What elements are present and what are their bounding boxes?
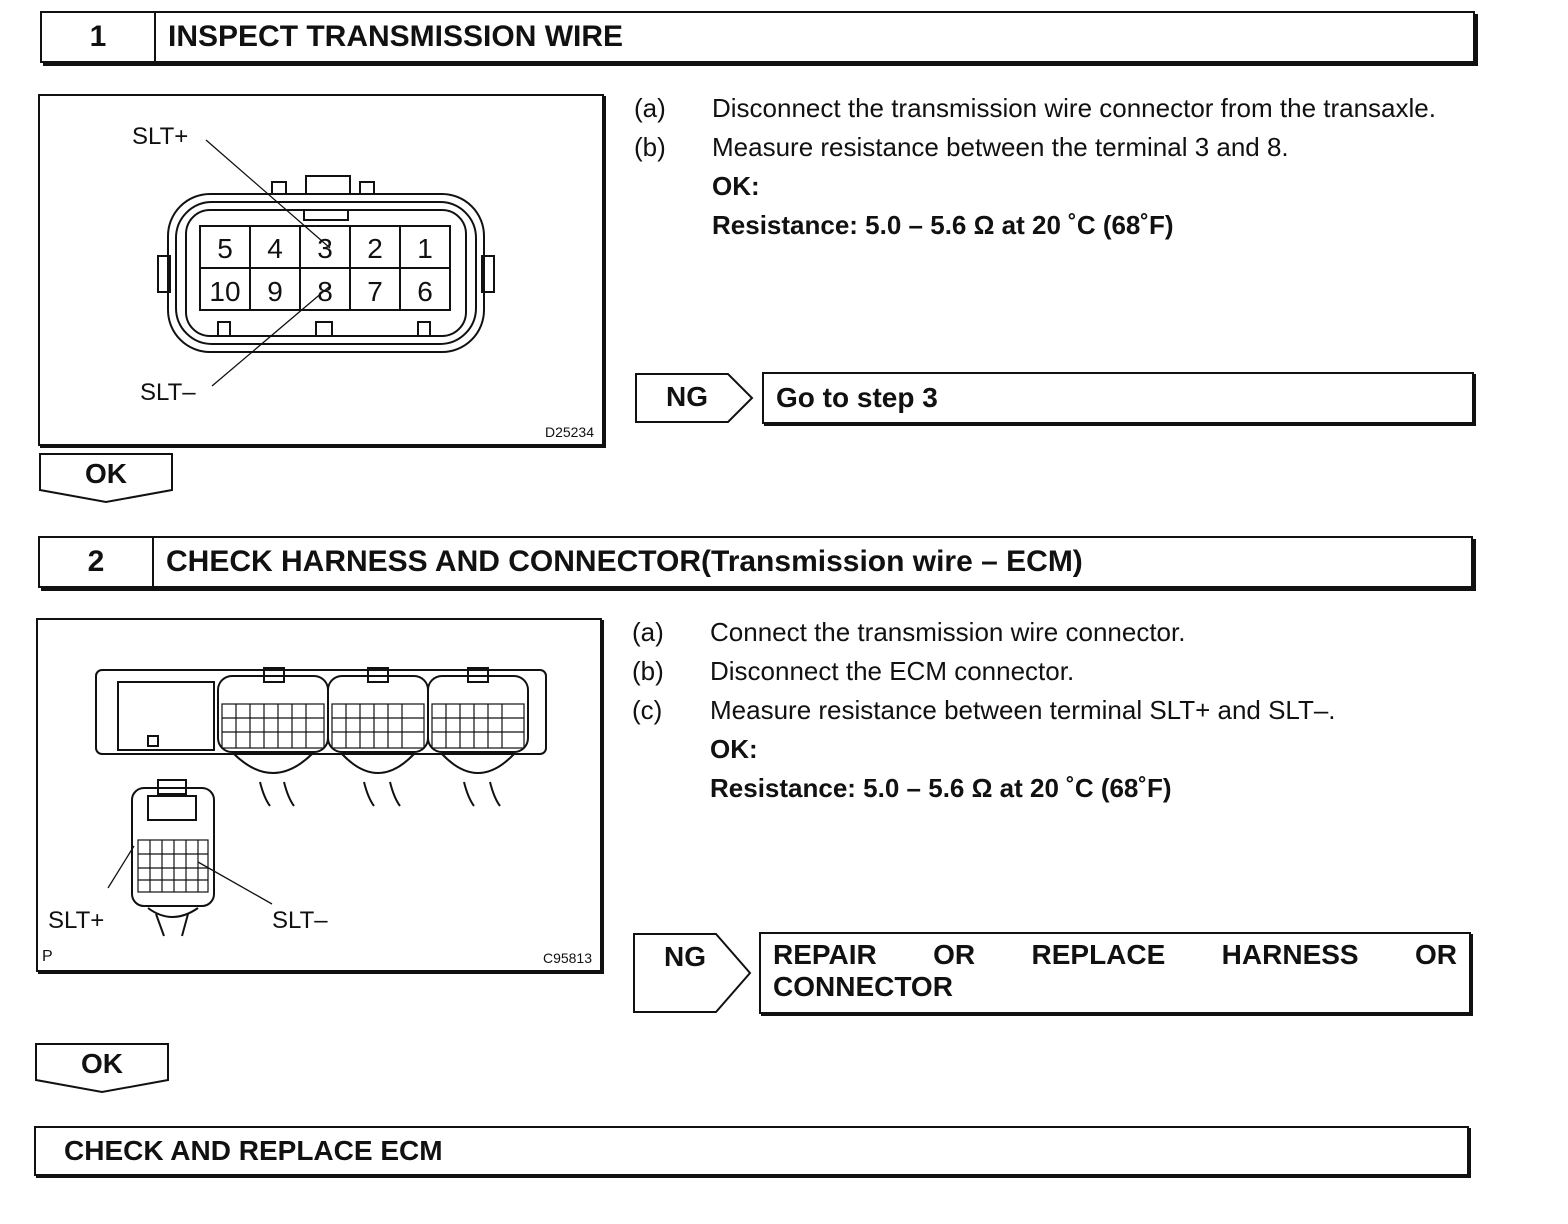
figure-code: C95813 (542, 950, 592, 966)
step2-figure (36, 618, 602, 972)
pin-label: 9 (267, 276, 283, 307)
instruction-row (632, 613, 1474, 652)
step1-figure (38, 94, 604, 446)
final-action-text: CHECK AND REPLACE ECM (64, 1135, 443, 1166)
slt-plus-label: SLT+ (132, 123, 189, 150)
pin-label: 1 (417, 233, 433, 264)
ok-label: OK (85, 458, 127, 489)
ok-spec-value: Resistance: 5.0 – 5.6 Ω at 20 ˚C (68˚F) (712, 210, 1174, 240)
slt-minus-label: SLT– (272, 907, 328, 934)
ok-spec-label: OK: (712, 171, 760, 201)
instruction-row (632, 691, 1474, 730)
instruction-label: (b) (632, 656, 664, 686)
step1-title: INSPECT TRANSMISSION WIRE (168, 20, 624, 53)
ng-result-box (762, 372, 1474, 424)
ok-spec-label: OK: (710, 734, 758, 764)
pin-label: 10 (209, 276, 241, 307)
instruction-label: (a) (632, 617, 664, 647)
pin-label: 8 (317, 276, 333, 307)
step1-instructions (634, 89, 1476, 245)
step2-title: CHECK HARNESS AND CONNECTOR(Transmission wire – ECM) (166, 545, 1083, 578)
ng-label: NG (666, 381, 708, 412)
pin-label: 3 (317, 233, 333, 264)
instruction-text: Connect the transmission wire connector. (710, 617, 1186, 647)
instruction-label: (a) (634, 93, 666, 123)
instruction-text: Measure resistance between terminal SLT+ and SLT–. (710, 695, 1336, 725)
step1-number: 1 (42, 13, 156, 61)
ok-arrow (38, 452, 174, 504)
ng-result-text: Go to step 3 (776, 382, 938, 413)
ng-label: NG (664, 941, 706, 972)
ok-arrow (34, 1042, 170, 1094)
figure-corner-mark: P (42, 948, 53, 965)
ng-result-text-line1: REPAIR OR REPLACE HARNESS OR (773, 939, 1457, 970)
slt-minus-label: SLT– (140, 379, 196, 406)
ng-result-text-line2: CONNECTOR (773, 971, 953, 1002)
pin-label: 5 (217, 233, 233, 264)
ok-spec-value: Resistance: 5.0 – 5.6 Ω at 20 ˚C (68˚F) (710, 773, 1172, 803)
instruction-row (634, 89, 1476, 128)
ng-result-box (759, 932, 1471, 1014)
figure-code: D25234 (544, 424, 594, 440)
pin-label: 7 (367, 276, 383, 307)
step2-header (38, 536, 1473, 588)
step1-header (40, 11, 1475, 63)
ok-label: OK (81, 1048, 123, 1079)
instruction-text: Disconnect the ECM connector. (710, 656, 1075, 686)
step2-instructions (632, 613, 1474, 808)
final-action-box (34, 1126, 1469, 1176)
instruction-label: (c) (632, 695, 663, 725)
ng-arrow (632, 932, 754, 1014)
instruction-row (634, 128, 1476, 167)
step2-number: 2 (40, 538, 154, 586)
instruction-text: Measure resistance between the terminal 3 and 8. (712, 132, 1289, 162)
pin-label: 4 (267, 233, 283, 264)
connector-10pin-illustration (40, 96, 602, 444)
instruction-text: Disconnect the transmission wire connector from the transaxle. (712, 93, 1436, 123)
instruction-row (632, 652, 1474, 691)
slt-plus-label: SLT+ (48, 907, 105, 934)
pin-label: 6 (417, 276, 433, 307)
pin-label: 2 (367, 233, 383, 264)
ecm-connector-illustration (38, 620, 600, 970)
instruction-label: (b) (634, 132, 666, 162)
ng-arrow (634, 372, 756, 424)
